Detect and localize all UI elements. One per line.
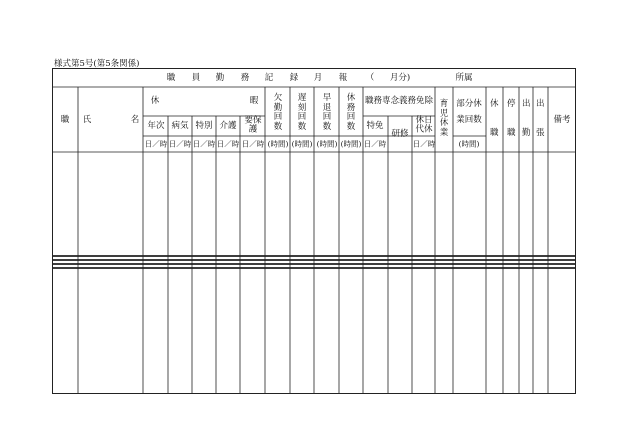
unit-kaigo: 日／時 bbox=[216, 139, 240, 149]
unit-tokubetsu: 日／時 bbox=[192, 139, 216, 149]
header-shoku: 職 bbox=[60, 114, 70, 125]
unit-bubun: (時間) bbox=[458, 139, 480, 149]
header-nenji: 年次 bbox=[147, 120, 165, 131]
title-dept: 所属 bbox=[455, 72, 473, 83]
header-kyumu: 休務回数 bbox=[346, 92, 356, 132]
header-kyujitsu: 休日代休 bbox=[415, 115, 433, 135]
header-tokubetsu: 特別 bbox=[195, 120, 213, 131]
header-shucho: 出張 bbox=[536, 99, 545, 138]
header-teishoku: 停職 bbox=[507, 99, 516, 138]
header-ikuji: 育児休業 bbox=[439, 98, 449, 138]
form-caption: 様式第5号(第5条関係) bbox=[54, 59, 140, 69]
header-shimei-b: 名 bbox=[130, 114, 140, 125]
title-char-5: 記 bbox=[264, 72, 274, 83]
title-char-6: 録 bbox=[289, 72, 299, 83]
header-bubun: 部分休業回数 bbox=[456, 98, 482, 125]
header-kyu: 休 bbox=[150, 95, 160, 106]
header-byoki: 病気 bbox=[171, 120, 189, 131]
header-shukkin: 出勤 bbox=[522, 99, 531, 138]
header-kenshu: 研修 bbox=[391, 128, 409, 139]
unit-soutai: (時間) bbox=[316, 139, 338, 149]
title-char-1: 職 bbox=[166, 72, 176, 83]
header-ka: 暇 bbox=[249, 95, 259, 106]
unit-byoki: 日／時 bbox=[168, 139, 192, 149]
unit-kyujitsu: 日／時 bbox=[412, 139, 436, 149]
header-senmen: 職務専念義務免除 bbox=[364, 95, 434, 106]
title-month: 月分) bbox=[389, 72, 411, 83]
header-biko: 備考 bbox=[553, 114, 571, 125]
title-char-3: 勤 bbox=[215, 72, 225, 83]
header-yohogo: 要保護 bbox=[244, 115, 262, 135]
title-month-open: （ bbox=[365, 72, 375, 83]
unit-kyumu: (時間) bbox=[340, 139, 362, 149]
unit-kekkin: (時間) bbox=[267, 139, 289, 149]
header-kekkin: 欠勤回数 bbox=[273, 92, 283, 132]
title-char-4: 務 bbox=[240, 72, 250, 83]
header-soutai: 早退回数 bbox=[322, 92, 332, 132]
header-kaigo: 介護 bbox=[219, 120, 237, 131]
title-char-8: 報 bbox=[338, 72, 348, 83]
unit-nenji: 日／時 bbox=[144, 139, 168, 149]
header-shimei-a: 氏 bbox=[82, 114, 92, 125]
header-chikoku: 遅刻回数 bbox=[297, 92, 307, 132]
header-kyushoku: 休職 bbox=[490, 99, 499, 138]
unit-tokumen: 日／時 bbox=[363, 139, 387, 149]
title-char-2: 員 bbox=[191, 72, 201, 83]
title-char-7: 月 bbox=[313, 72, 323, 83]
unit-yohogo: 日／時 bbox=[241, 139, 265, 149]
unit-chikoku: (時間) bbox=[291, 139, 313, 149]
header-tokumen: 特免 bbox=[366, 120, 384, 131]
